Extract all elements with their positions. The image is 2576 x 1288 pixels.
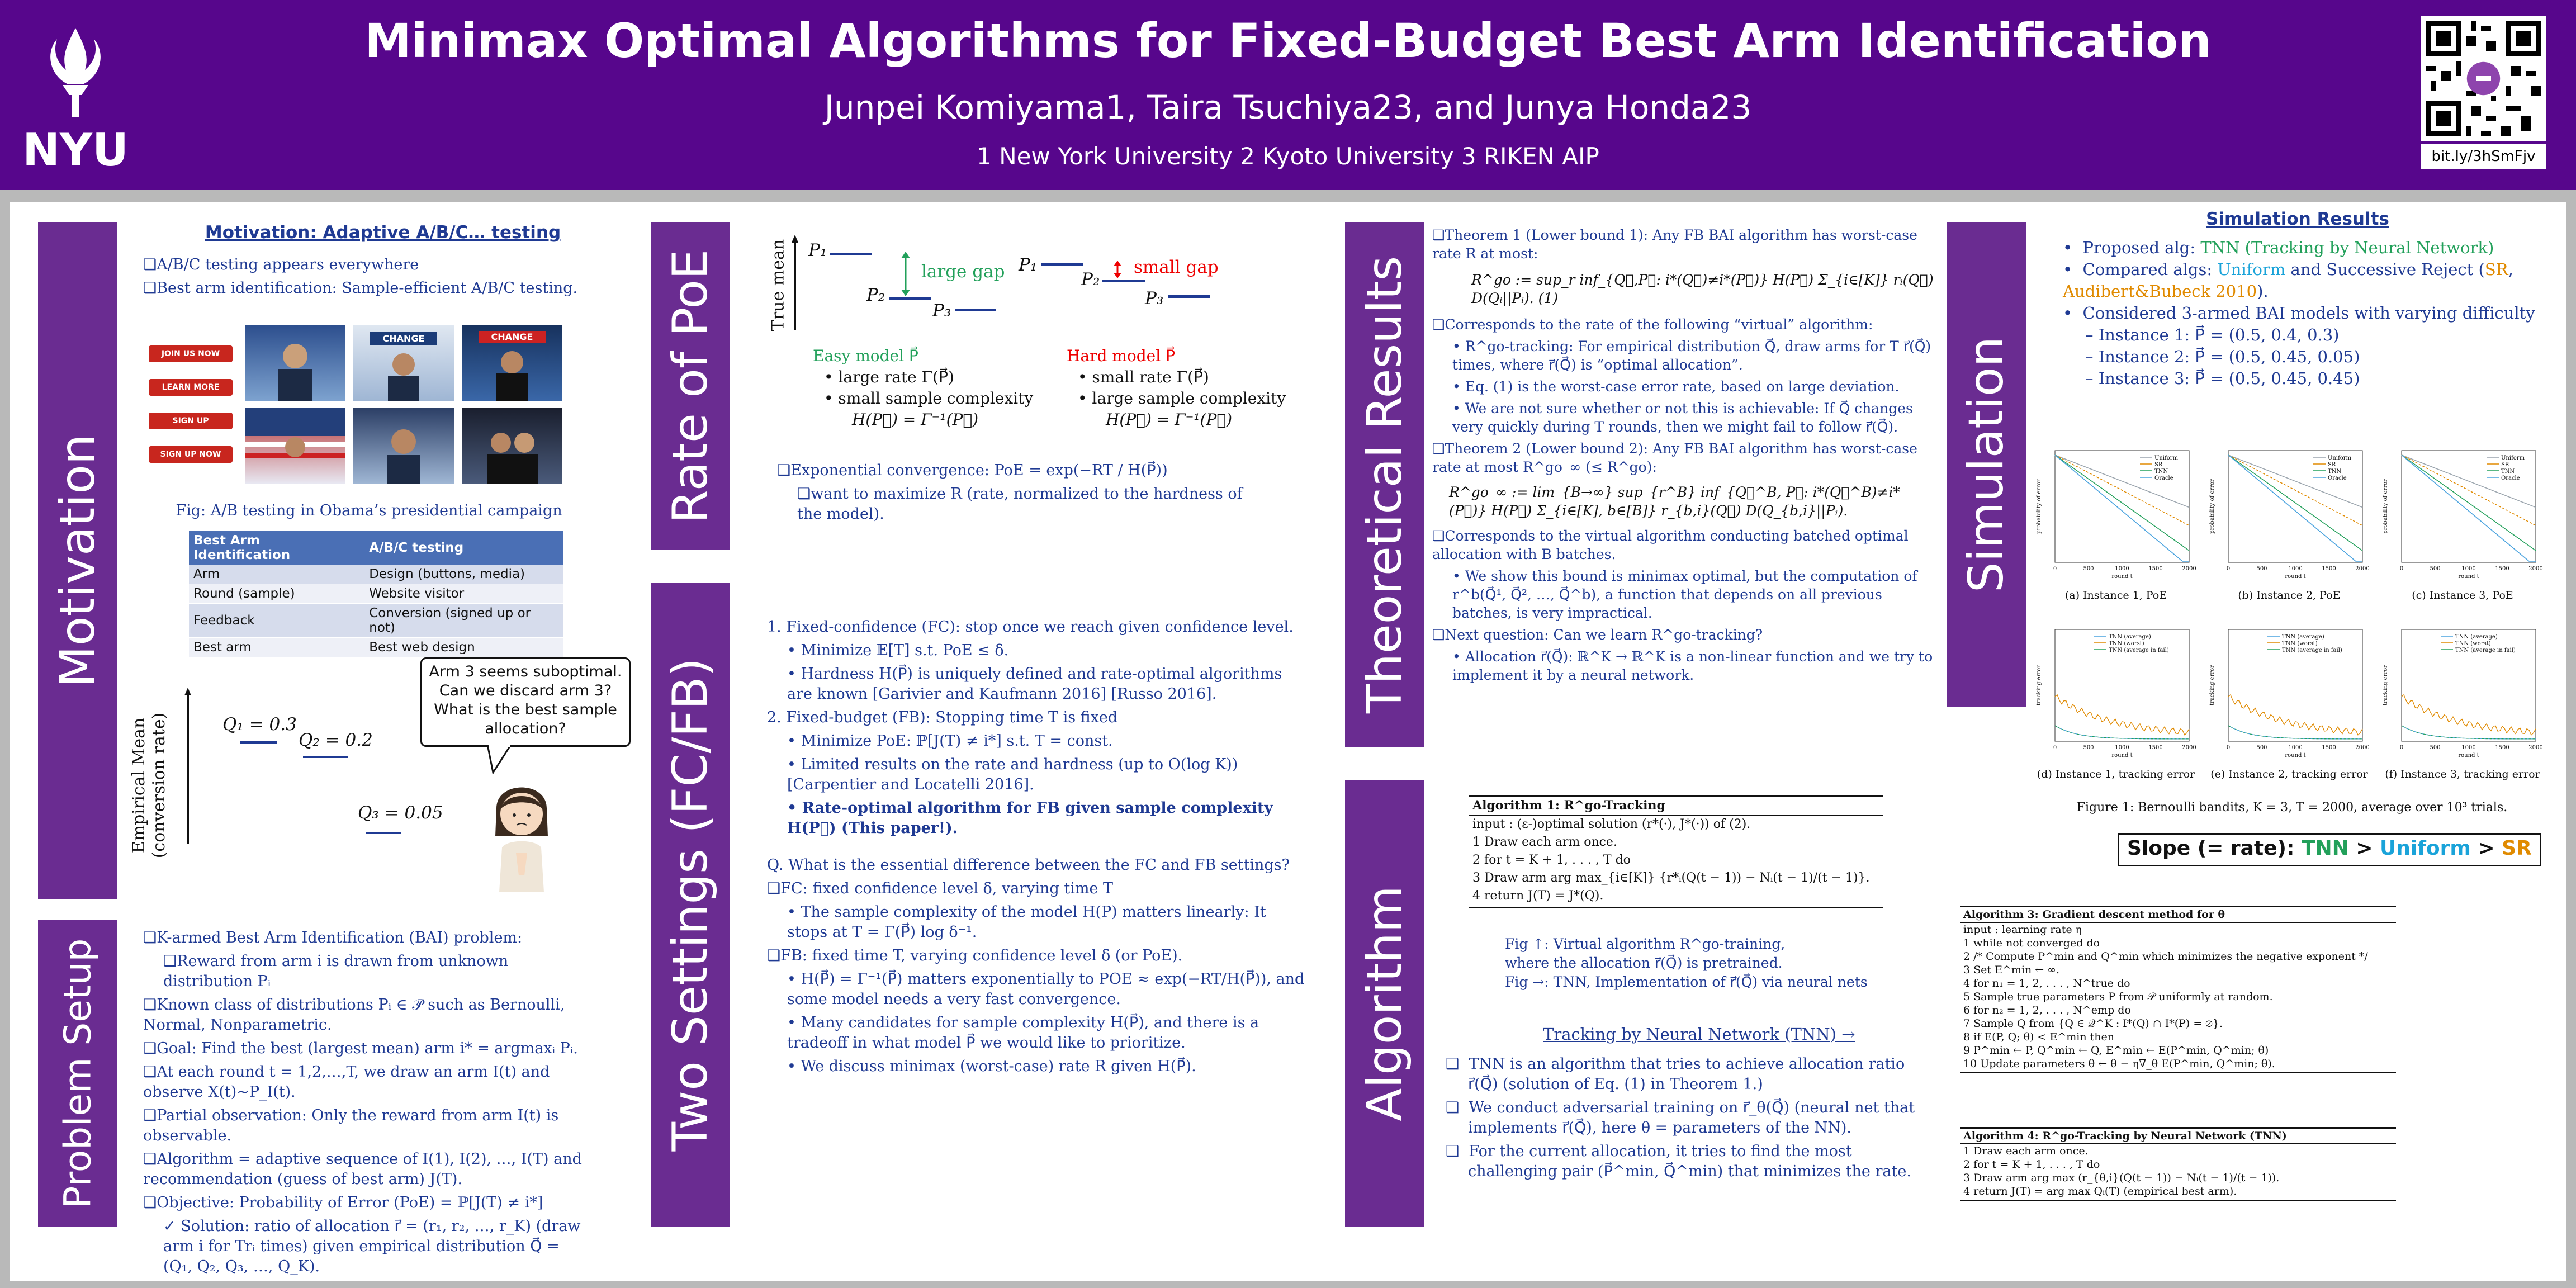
algorithm-1-line: 3 Draw arm arg max_{i∈[K]} {r*ᵢ(Q(t − 1)) − Nᵢ(t − 1)/(t − 1)}. bbox=[1472, 871, 1870, 885]
algorithm-4-line: 4 return J(T) = arg max Qᵢ(T) (empirical best arm). bbox=[1963, 1185, 2237, 1197]
algorithm-1-line: 1 Draw each arm once. bbox=[1472, 835, 1617, 849]
plot-xtick: 500 bbox=[2256, 745, 2267, 751]
problem-bullet-3: ❑Goal: Find the best (largest mean) arm i* = argmaxᵢ Pᵢ. bbox=[143, 1040, 578, 1057]
small-gap-arrow-icon bbox=[1111, 261, 1124, 278]
algorithm-bullet-2: ❑ We conduct adversarial training on r⃗_θ(Q⃗) (neural net that implements r⃗(Q⃗), here θ = parameters of the NN). bbox=[1446, 1099, 1915, 1137]
poe-plot bbox=[2208, 447, 2370, 615]
table-header: Best Arm Identification bbox=[189, 531, 364, 565]
algorithm-3-line: input : learning rate η bbox=[1963, 924, 2082, 936]
thinking-person-icon bbox=[485, 769, 558, 892]
qr-url-label[interactable]: bit.ly/3hSmFjv bbox=[2421, 144, 2546, 169]
plot-xtick: 2000 bbox=[2182, 566, 2196, 572]
theorem-2: ❑Theorem 2 (Lower bound 2): Any FB BAI algorithm has worst-case rate at most R^go_∞ (≤ R^go): bbox=[1432, 441, 1917, 475]
problem-bullet-5: ❑Partial observation: Only the reward from arm I(t) is observable. bbox=[143, 1107, 559, 1144]
ab-testing-figure bbox=[146, 325, 571, 485]
fb-heading: 2. Fixed-budget (FB): Stopping time T is fixed bbox=[767, 709, 1118, 726]
easy-p1-bar bbox=[830, 253, 872, 255]
simulation-panel bbox=[2046, 209, 2549, 390]
plot-legend-entry: TNN (average in fail) bbox=[2109, 647, 2169, 654]
plot-xlabel: round t bbox=[2458, 574, 2479, 580]
plot-xlabel: round t bbox=[2285, 574, 2306, 580]
plot-xtick: 0 bbox=[2053, 745, 2057, 751]
plot-xtick: 1000 bbox=[2461, 566, 2476, 572]
plot-legend-entry: Uniform bbox=[2328, 455, 2352, 461]
algorithm-3-line: 5 Sample true parameters P from 𝒫 uniformly at random. bbox=[1963, 991, 2273, 1003]
table-cell: Website visitor bbox=[364, 584, 564, 604]
problem-bullet-7: ❑Objective: Probability of Error (PoE) = ℙ[J(T) ≠ i*] bbox=[143, 1194, 543, 1211]
plot-xtick: 500 bbox=[2083, 745, 2094, 751]
algorithm-3-line: 3 Set E^min ← ∞. bbox=[1963, 964, 2060, 976]
plot-xtick: 1500 bbox=[2322, 745, 2336, 751]
table-cell: Round (sample) bbox=[189, 584, 364, 604]
theory-bullet-1b: • Eq. (1) is the worst-case error rate, based on large deviation. bbox=[1452, 378, 1900, 395]
table-row bbox=[189, 638, 564, 657]
plot-legend-entry: TNN (worst) bbox=[2282, 641, 2318, 647]
plot-ylabel: tracking error bbox=[2036, 665, 2042, 705]
two-settings-panel bbox=[767, 617, 1309, 1080]
simulation-figure-caption: Figure 1: Bernoulli bandits, K = 3, T = 2000, average over 10³ trials. bbox=[2076, 801, 2508, 815]
hard-model-box bbox=[1067, 345, 1301, 430]
fig-note-2: where the allocation r⃗(Q⃗) is pretrained. bbox=[1505, 955, 1783, 971]
algorithm-4-box bbox=[1960, 1127, 2396, 1201]
plot-legend-entry: TNN (average) bbox=[2282, 634, 2324, 640]
plot-legend-entry: Uniform bbox=[2154, 455, 2179, 461]
true-mean-axis-arrow-icon bbox=[792, 235, 798, 330]
ylabel-line2: (conversion rate) bbox=[149, 712, 169, 859]
plot-legend-entry: Oracle bbox=[2328, 475, 2347, 481]
campaign-media-image bbox=[462, 408, 562, 484]
easy-equation: H(P⃗) = Γ⁻¹(P⃗) bbox=[852, 410, 979, 429]
algorithm-4-title: Algorithm 4: R^go-Tracking by Neural Network (TNN) bbox=[1963, 1130, 2287, 1142]
algorithm-1-line: input : (ε-)optimal solution (r*(·), J*(·)) of (2). bbox=[1472, 817, 1751, 831]
fc-heading: 1. Fixed-confidence (FC): stop once we reach given confidence level. bbox=[767, 618, 1294, 636]
problem-bullet-2: ❑Known class of distributions Pᵢ ∈ 𝒫 such as Bernoulli, Normal, Nonparametric. bbox=[143, 996, 565, 1034]
plot-xtick: 0 bbox=[2226, 566, 2231, 572]
plot-xtick: 2000 bbox=[2355, 566, 2370, 572]
motivation-bullet-1: ❑A/B/C testing appears everywhere bbox=[143, 256, 419, 273]
ab-button-variant: SIGN UP bbox=[149, 413, 233, 429]
algorithm-1-title: Algorithm 1: R^go-Tracking bbox=[1472, 798, 1665, 813]
plot-legend-entry: TNN bbox=[2328, 468, 2342, 475]
fc-bullet-2: • Hardness H(P⃗) is uniquely defined and rate-optimal algorithms are known [Garivier and Kaufmann 2016] [Russo 2016]. bbox=[787, 665, 1282, 703]
fb-compare-bullet-1: • H(P⃗) = Γ⁻¹(P⃗) matters exponentially to POE ≈ exp(−RT/H(P⃗)), and some model needs a very fast convergence. bbox=[787, 970, 1305, 1008]
q1-label: Q₁ = 0.3 bbox=[222, 714, 297, 735]
plot-ylabel: probability of error bbox=[2036, 479, 2042, 534]
plot-ylabel: tracking error bbox=[2383, 665, 2389, 705]
problem-setup-panel bbox=[143, 928, 590, 1280]
easy-p2-bar bbox=[889, 297, 931, 300]
fb-bullet-3: • Rate-optimal algorithm for FB given sample complexity H(P⃗) (This paper!). bbox=[787, 799, 1273, 837]
algorithm-3-line: 4 for n₁ = 1, 2, . . . , N^true do bbox=[1963, 977, 2130, 989]
algorithm-1-line: 4 return J(T) = J*(Q). bbox=[1472, 889, 1604, 903]
algorithm-3-box bbox=[1960, 906, 2396, 1073]
hard-bullet-1: • small rate Γ(P⃗) bbox=[1078, 368, 1209, 386]
true-mean-axis-label: True mean bbox=[768, 239, 788, 332]
campaign-media-image bbox=[245, 408, 345, 484]
section-title-two-settings: Two Settings (FC/FB) bbox=[662, 657, 718, 1152]
hard-p1-bar bbox=[1041, 263, 1083, 266]
easy-model-box bbox=[813, 345, 1048, 430]
small-gap-label: small gap bbox=[1134, 257, 1219, 277]
plot-xtick: 0 bbox=[2399, 745, 2404, 751]
subfigure-caption: (c) Instance 3, PoE bbox=[2412, 589, 2513, 602]
theorem-1: ❑Theorem 1 (Lower bound 1): Any FB BAI algorithm has worst-case rate R at most: bbox=[1432, 227, 1917, 262]
fc-compare-bullet: • The sample complexity of the model H(P) matters linearly: It stops at T = Γ(P⃗) log δ⁻¹. bbox=[787, 903, 1266, 941]
plot-legend-entry: TNN (average in fail) bbox=[2282, 647, 2342, 654]
theory-corresponds-1: ❑Corresponds to the rate of the following “virtual” algorithm: bbox=[1432, 316, 1873, 333]
plot-xtick: 2000 bbox=[2528, 566, 2543, 572]
campaign-media-image bbox=[462, 325, 562, 401]
q2-mean-bar bbox=[303, 756, 348, 758]
q3-label: Q₃ = 0.05 bbox=[358, 803, 443, 823]
easy-p2-label: P₂ bbox=[866, 285, 886, 305]
plot-xtick: 1000 bbox=[2461, 745, 2476, 751]
subfigure-caption: (d) Instance 1, tracking error bbox=[2037, 768, 2195, 780]
algorithm-3-line: 1 while not converged do bbox=[1963, 937, 2100, 949]
hard-p1-label: P₁ bbox=[1019, 255, 1038, 275]
section-tab-two-settings bbox=[651, 583, 730, 1227]
instance-2: – Instance 2: P⃗ = (0.5, 0.45, 0.05) bbox=[2085, 347, 2360, 366]
table-row bbox=[189, 604, 564, 638]
algorithm-3-line: 7 Sample Q from {Q ∈ 𝒬^K : I*(Q) ∩ I*(P) = ∅}. bbox=[1963, 1017, 2223, 1030]
section-tab-problem-setup bbox=[38, 920, 117, 1227]
algorithm-3-line: 2 /* Compute P^min and Q^min which minimizes the negative exponent */ bbox=[1963, 950, 2368, 963]
section-tab-motivation bbox=[38, 222, 117, 899]
poster-header bbox=[0, 0, 2576, 190]
ab-figure-caption: Fig: A/B testing in Obama’s presidential campaign bbox=[176, 502, 562, 519]
section-tab-theoretical bbox=[1345, 222, 1424, 747]
fig-note-1: Fig ↑: Virtual algorithm R^go-training, bbox=[1505, 936, 1786, 952]
plot-legend-entry: TNN bbox=[2501, 468, 2515, 475]
plot-legend-entry: Oracle bbox=[2501, 475, 2520, 481]
instance-1: – Instance 1: P⃗ = (0.5, 0.4, 0.3) bbox=[2085, 325, 2340, 344]
theoretical-panel bbox=[1432, 226, 1935, 688]
plot-legend-entry: SR bbox=[2328, 462, 2336, 468]
plot-xtick: 500 bbox=[2430, 745, 2441, 751]
plot-xtick: 1500 bbox=[2148, 745, 2163, 751]
subfigure-caption: (a) Instance 1, PoE bbox=[2064, 589, 2167, 602]
theory-bullet-1c: • We are not sure whether or not this is achievable: If Q⃗ changes very quickly during T rounds, then we might fail to follow r⃗(Q⃗). bbox=[1452, 400, 1913, 435]
instance-3: – Instance 3: P⃗ = (0.5, 0.45, 0.45) bbox=[2085, 369, 2360, 388]
algorithm-bullets bbox=[1446, 1054, 1938, 1185]
algorithm-3-title: Algorithm 3: Gradient descent method for θ bbox=[1963, 908, 2225, 921]
easy-bullet-2: • small sample complexity bbox=[824, 389, 1034, 408]
problem-bullet-1: ❑K-armed Best Arm Identification (BAI) problem: bbox=[143, 929, 523, 946]
table-cell: Design (buttons, media) bbox=[364, 565, 564, 584]
table-cell: Conversion (signed up or not) bbox=[364, 604, 564, 638]
subfigure-caption: (f) Instance 3, tracking error bbox=[2385, 768, 2540, 780]
change-sign-text: CHANGE bbox=[382, 333, 425, 344]
easy-p3-bar bbox=[955, 309, 996, 311]
theory-bullet-2a: • We show this bound is minimax optimal, but the computation of r^b(Q⃗¹, Q⃗², …, Q⃗^b), a function that depends on all previous batches, is very impractical. bbox=[1452, 568, 1917, 621]
poster-affiliations: 1 New York University 2 Kyoto University 3 RIKEN AIP bbox=[977, 143, 1599, 170]
easy-bullet-1: • large rate Γ(P⃗) bbox=[824, 368, 954, 386]
algorithm-1-box bbox=[1469, 795, 1883, 908]
plot-xlabel: round t bbox=[2458, 752, 2479, 759]
problem-bullet-6: ❑Algorithm = adaptive sequence of I(1), I(2), …, I(T) and recommendation (guess of best arm) J(T). bbox=[143, 1150, 582, 1188]
speech-bubble: Arm 3 seems suboptimal. Can we discard arm 3? What is the best sample allocation? bbox=[420, 657, 631, 747]
theory-corresponds-2: ❑Corresponds to the virtual algorithm conducting batched optimal allocation with B batches. bbox=[1432, 528, 1909, 562]
hard-bullet-2: • large sample complexity bbox=[1078, 389, 1286, 408]
plot-legend-entry: TNN (worst) bbox=[2455, 641, 2491, 647]
hard-model-title: Hard model P⃗ bbox=[1067, 347, 1175, 365]
plot-xtick: 0 bbox=[2226, 745, 2231, 751]
q3-mean-bar bbox=[366, 832, 401, 834]
plot-legend-entry: TNN (worst) bbox=[2109, 641, 2144, 647]
plot-ylabel: probability of error bbox=[2383, 479, 2389, 534]
algorithm-3-line: 6 for n₂ = 1, 2, . . . , N^emp do bbox=[1963, 1004, 2131, 1016]
sim-bullet-proposed: • Proposed alg: TNN (Tracking by Neural Network) bbox=[2063, 238, 2494, 257]
section-title-simulation: Simulation bbox=[1958, 336, 2014, 593]
equation-2: R^go_∞ := lim_{B→∞} sup_{r^B} inf_{Q⃗^B, P⃗: i*(Q⃗^B)≠i*(P⃗)} H(P⃗) Σ_{i∈[K], b∈[B]} r_{b,i}(Q⃗) D(Q_{b,i}||Pᵢ). bbox=[1449, 484, 1900, 519]
plot-xlabel: round t bbox=[2111, 574, 2133, 580]
exp-convergence-bullet: ❑Exponential convergence: PoE = exp(−RT / H(P⃗)) bbox=[777, 462, 1168, 479]
plot-xtick: 1000 bbox=[2115, 745, 2129, 751]
plot-xtick: 1500 bbox=[2495, 745, 2509, 751]
fb-compare-bullet-2: • Many candidates for sample complexity H(P⃗), and there is a tradeoff in what model P⃗ we would like to prioritize. bbox=[787, 1014, 1259, 1052]
table-cell: Best web design bbox=[364, 638, 564, 657]
ylabel-line1: Empirical Mean bbox=[129, 717, 149, 854]
hard-p2-bar bbox=[1102, 280, 1145, 282]
fb-bullet-2: • Limited results on the rate and hardness (up to O(log K)) [Carpentier and Locatelli 2016]. bbox=[787, 756, 1238, 793]
plot-legend-entry: TNN bbox=[2154, 468, 2168, 475]
large-gap-label: large gap bbox=[921, 262, 1005, 282]
section-title-algorithm: Algorithm bbox=[1357, 886, 1413, 1121]
plot-xtick: 0 bbox=[2399, 566, 2404, 572]
plot-xtick: 1500 bbox=[2148, 566, 2163, 572]
algorithm-3-line: 8 if E(P, Q; θ) < E^min then bbox=[1963, 1031, 2114, 1043]
table-cell: Arm bbox=[189, 565, 364, 584]
section-tab-rate-of-poe bbox=[651, 222, 730, 550]
plot-xtick: 500 bbox=[2256, 566, 2267, 572]
sim-bullet-compared: • Compared algs: Uniform and Successive Reject (SR, Audibert&Bubeck 2010). bbox=[2063, 260, 2513, 301]
fb-bullet-1: • Minimize PoE: ℙ[J(T) ≠ i*] s.t. T = const. bbox=[787, 732, 1113, 750]
plot-xtick: 1000 bbox=[2115, 566, 2129, 572]
campaign-media-image bbox=[353, 325, 454, 401]
fc-compare-heading: ❑FC: fixed confidence level δ, varying time T bbox=[767, 880, 1114, 897]
plot-legend-entry: Uniform bbox=[2501, 455, 2525, 461]
fc-bullet-1: • Minimize 𝔼[T] s.t. PoE ≤ δ. bbox=[787, 642, 1009, 659]
plot-ylabel: tracking error bbox=[2209, 665, 2215, 705]
problem-bullet-1a: ❑Reward from arm i is drawn from unknown distribution Pᵢ bbox=[163, 953, 509, 990]
motivation-heading: Motivation: Adaptive A/B/C… testing bbox=[205, 222, 561, 243]
mean-axis-arrow-icon bbox=[184, 688, 191, 844]
plot-xtick: 1000 bbox=[2288, 745, 2303, 751]
section-title-rate-of-poe: Rate of PoE bbox=[662, 249, 718, 523]
poe-plot bbox=[2381, 447, 2544, 615]
problem-bullet-7a: ✓ Solution: ratio of allocation r⃗ = (r₁, r₂, …, r_K) (draw arm i for Trᵢ times) given empirical distribution Q⃗ = (Q₁, Q₂, Q₃, …, Q_K). bbox=[163, 1218, 581, 1275]
tnn-link[interactable]: Tracking by Neural Network (TNN) → bbox=[1543, 1025, 1855, 1044]
table-header: A/B/C testing bbox=[364, 531, 564, 565]
fb-compare-heading: ❑FB: fixed time T, varying confidence level δ (or PoE). bbox=[767, 947, 1183, 964]
plot-legend-entry: SR bbox=[2154, 462, 2163, 468]
plot-xtick: 2000 bbox=[2528, 745, 2543, 751]
plot-legend-entry: TNN (average) bbox=[2455, 634, 2498, 640]
algorithm-4-line: 1 Draw each arm once. bbox=[1963, 1145, 2089, 1157]
algorithm-bullet-3: ❑ For the current allocation, it tries to find the most challenging pair (P⃗^min, Q⃗^min) that minimizes the rate. bbox=[1446, 1143, 1911, 1180]
table-cell: Feedback bbox=[189, 604, 364, 638]
plot-legend-entry: SR bbox=[2501, 462, 2509, 468]
tracking-error-plot bbox=[2208, 626, 2370, 794]
theory-bullet-1a: • R^go-tracking: For empirical distribution Q⃗, draw arms for T r⃗(Q⃗) times, where r⃗(Q⃗) is “optimal allocation”. bbox=[1452, 338, 1931, 373]
plot-xtick: 500 bbox=[2083, 566, 2094, 572]
plot-legend-entry: Oracle bbox=[2154, 475, 2174, 481]
hard-equation: H(P⃗) = Γ⁻¹(P⃗) bbox=[1106, 410, 1233, 429]
plot-legend-entry: TNN (average) bbox=[2109, 634, 2151, 640]
hard-p3-bar bbox=[1168, 295, 1210, 298]
section-title-problem-setup: Problem Setup bbox=[56, 938, 100, 1209]
question-text: Q. What is the essential difference between the FC and FB settings? bbox=[767, 856, 1290, 874]
ab-button-variant: LEARN MORE bbox=[149, 379, 233, 396]
qr-code-icon[interactable] bbox=[2421, 16, 2546, 141]
plot-xtick: 2000 bbox=[2182, 745, 2196, 751]
section-title-motivation: Motivation bbox=[50, 434, 106, 688]
next-question-bullet: • Allocation r⃗(Q⃗): ℝ^K → ℝ^K is a non-linear function and we try to implement it by a neural network. bbox=[1452, 648, 1933, 683]
campaign-media-image bbox=[245, 325, 345, 401]
plot-ylabel: probability of error bbox=[2209, 479, 2215, 534]
algorithm-bullet-1: ❑ TNN is an algorithm that tries to achieve allocation ratio r⃗(Q⃗) (solution of Eq. (1) in Theorem 1.) bbox=[1446, 1055, 1905, 1093]
tracking-error-plot bbox=[2381, 626, 2544, 794]
table-cell: Best arm bbox=[189, 638, 364, 657]
poster-authors: Junpei Komiyama1, Taira Tsuchiya23, and Junya Honda23 bbox=[824, 88, 1752, 126]
change-sign-text: CHANGE bbox=[491, 332, 533, 342]
maximize-bullet: ❑want to maximize R (rate, normalized to the hardness of the model). bbox=[797, 485, 1243, 523]
easy-model-title: Easy model P⃗ bbox=[813, 347, 918, 365]
ab-button-variant: JOIN US NOW bbox=[149, 345, 233, 362]
easy-p3-label: P₃ bbox=[932, 301, 951, 321]
plot-xtick: 1000 bbox=[2288, 566, 2303, 572]
plot-xtick: 1500 bbox=[2322, 566, 2336, 572]
plot-xtick: 1500 bbox=[2495, 566, 2509, 572]
sim-bullet-models: • Considered 3-armed BAI models with varying difficulty bbox=[2063, 304, 2535, 323]
large-gap-arrow-icon bbox=[899, 252, 912, 296]
campaign-media-image bbox=[353, 408, 454, 484]
section-title-theoretical: Theoretical Results bbox=[1357, 255, 1413, 714]
q2-label: Q₂ = 0.2 bbox=[299, 730, 373, 750]
plot-xtick: 0 bbox=[2053, 566, 2057, 572]
plot-xtick: 2000 bbox=[2355, 745, 2370, 751]
hard-p2-label: P₂ bbox=[1081, 269, 1100, 290]
algorithm-4-line: 2 for t = K + 1, . . . , T do bbox=[1963, 1158, 2100, 1171]
plot-xlabel: round t bbox=[2285, 752, 2306, 759]
section-tab-algorithm bbox=[1345, 780, 1424, 1227]
rate-text-panel bbox=[777, 461, 1269, 528]
poe-plot bbox=[2035, 447, 2197, 615]
equation-1: R^go := sup_r inf_{Q⃗,P⃗: i*(Q⃗)≠i*(P⃗)} H(P⃗) Σ_{i∈[K]} rᵢ(Q⃗) D(Qᵢ||Pᵢ). (1) bbox=[1471, 272, 1934, 306]
fig-note-3: Fig →: TNN, Implementation of r⃗(Q⃗) via neural nets bbox=[1505, 974, 1868, 990]
hard-p3-label: P₃ bbox=[1145, 288, 1164, 309]
slope-summary-box: Slope (= rate): TNN > Uniform > SR bbox=[2118, 833, 2541, 866]
bai-ab-comparison-table bbox=[189, 531, 564, 657]
plot-xtick: 500 bbox=[2430, 566, 2441, 572]
simulation-heading: Simulation Results bbox=[2206, 209, 2389, 229]
problem-bullet-4: ❑At each round t = 1,2,…,T, we draw an arm I(t) and observe X(t)~P_I(t). bbox=[143, 1063, 550, 1101]
plot-legend-entry: TNN (average in fail) bbox=[2455, 647, 2516, 654]
table-row bbox=[189, 584, 564, 604]
algorithm-3-line: 9 P^min ← P, Q^min ← Q, E^min ← E(P^min, Q^min; θ) bbox=[1963, 1044, 2269, 1057]
motivation-panel bbox=[140, 222, 626, 302]
poster-title: Minimax Optimal Algorithms for Fixed-Budget Best Arm Identification bbox=[364, 13, 2212, 68]
subfigure-caption: (b) Instance 2, PoE bbox=[2238, 589, 2341, 602]
tracking-error-plot bbox=[2035, 626, 2197, 794]
motivation-bullet-2: ❑Best arm identification: Sample-efficient A/B/C testing. bbox=[143, 280, 578, 297]
subfigure-caption: (e) Instance 2, tracking error bbox=[2210, 768, 2368, 780]
plot-xlabel: round t bbox=[2111, 752, 2133, 759]
nyu-logo-text: NYU bbox=[22, 124, 129, 176]
table-row bbox=[189, 565, 564, 584]
algorithm-3-line: 10 Update parameters θ ← θ − η∇_θ E(P^min, Q^min; θ). bbox=[1963, 1058, 2275, 1070]
simulation-figure bbox=[2035, 447, 2549, 805]
ab-button-variant: SIGN UP NOW bbox=[149, 446, 233, 463]
q1-mean-bar bbox=[240, 741, 277, 744]
next-question: ❑Next question: Can we learn R^go-tracking? bbox=[1432, 627, 1763, 643]
algorithm-4-line: 3 Draw arm arg max (r_{θ,i}(Q(t − 1)) − Nᵢ(t − 1)/(t − 1)). bbox=[1963, 1172, 2280, 1184]
fb-compare-bullet-3: • We discuss minimax (worst-case) rate R given H(P⃗). bbox=[787, 1058, 1196, 1075]
algorithm-fig-notes bbox=[1505, 935, 1896, 992]
algorithm-1-line: 2 for t = K + 1, . . . , T do bbox=[1472, 853, 1631, 867]
empirical-mean-axis-label bbox=[130, 693, 169, 878]
easy-p1-label: P₁ bbox=[808, 240, 827, 261]
section-tab-simulation bbox=[1947, 222, 2026, 707]
